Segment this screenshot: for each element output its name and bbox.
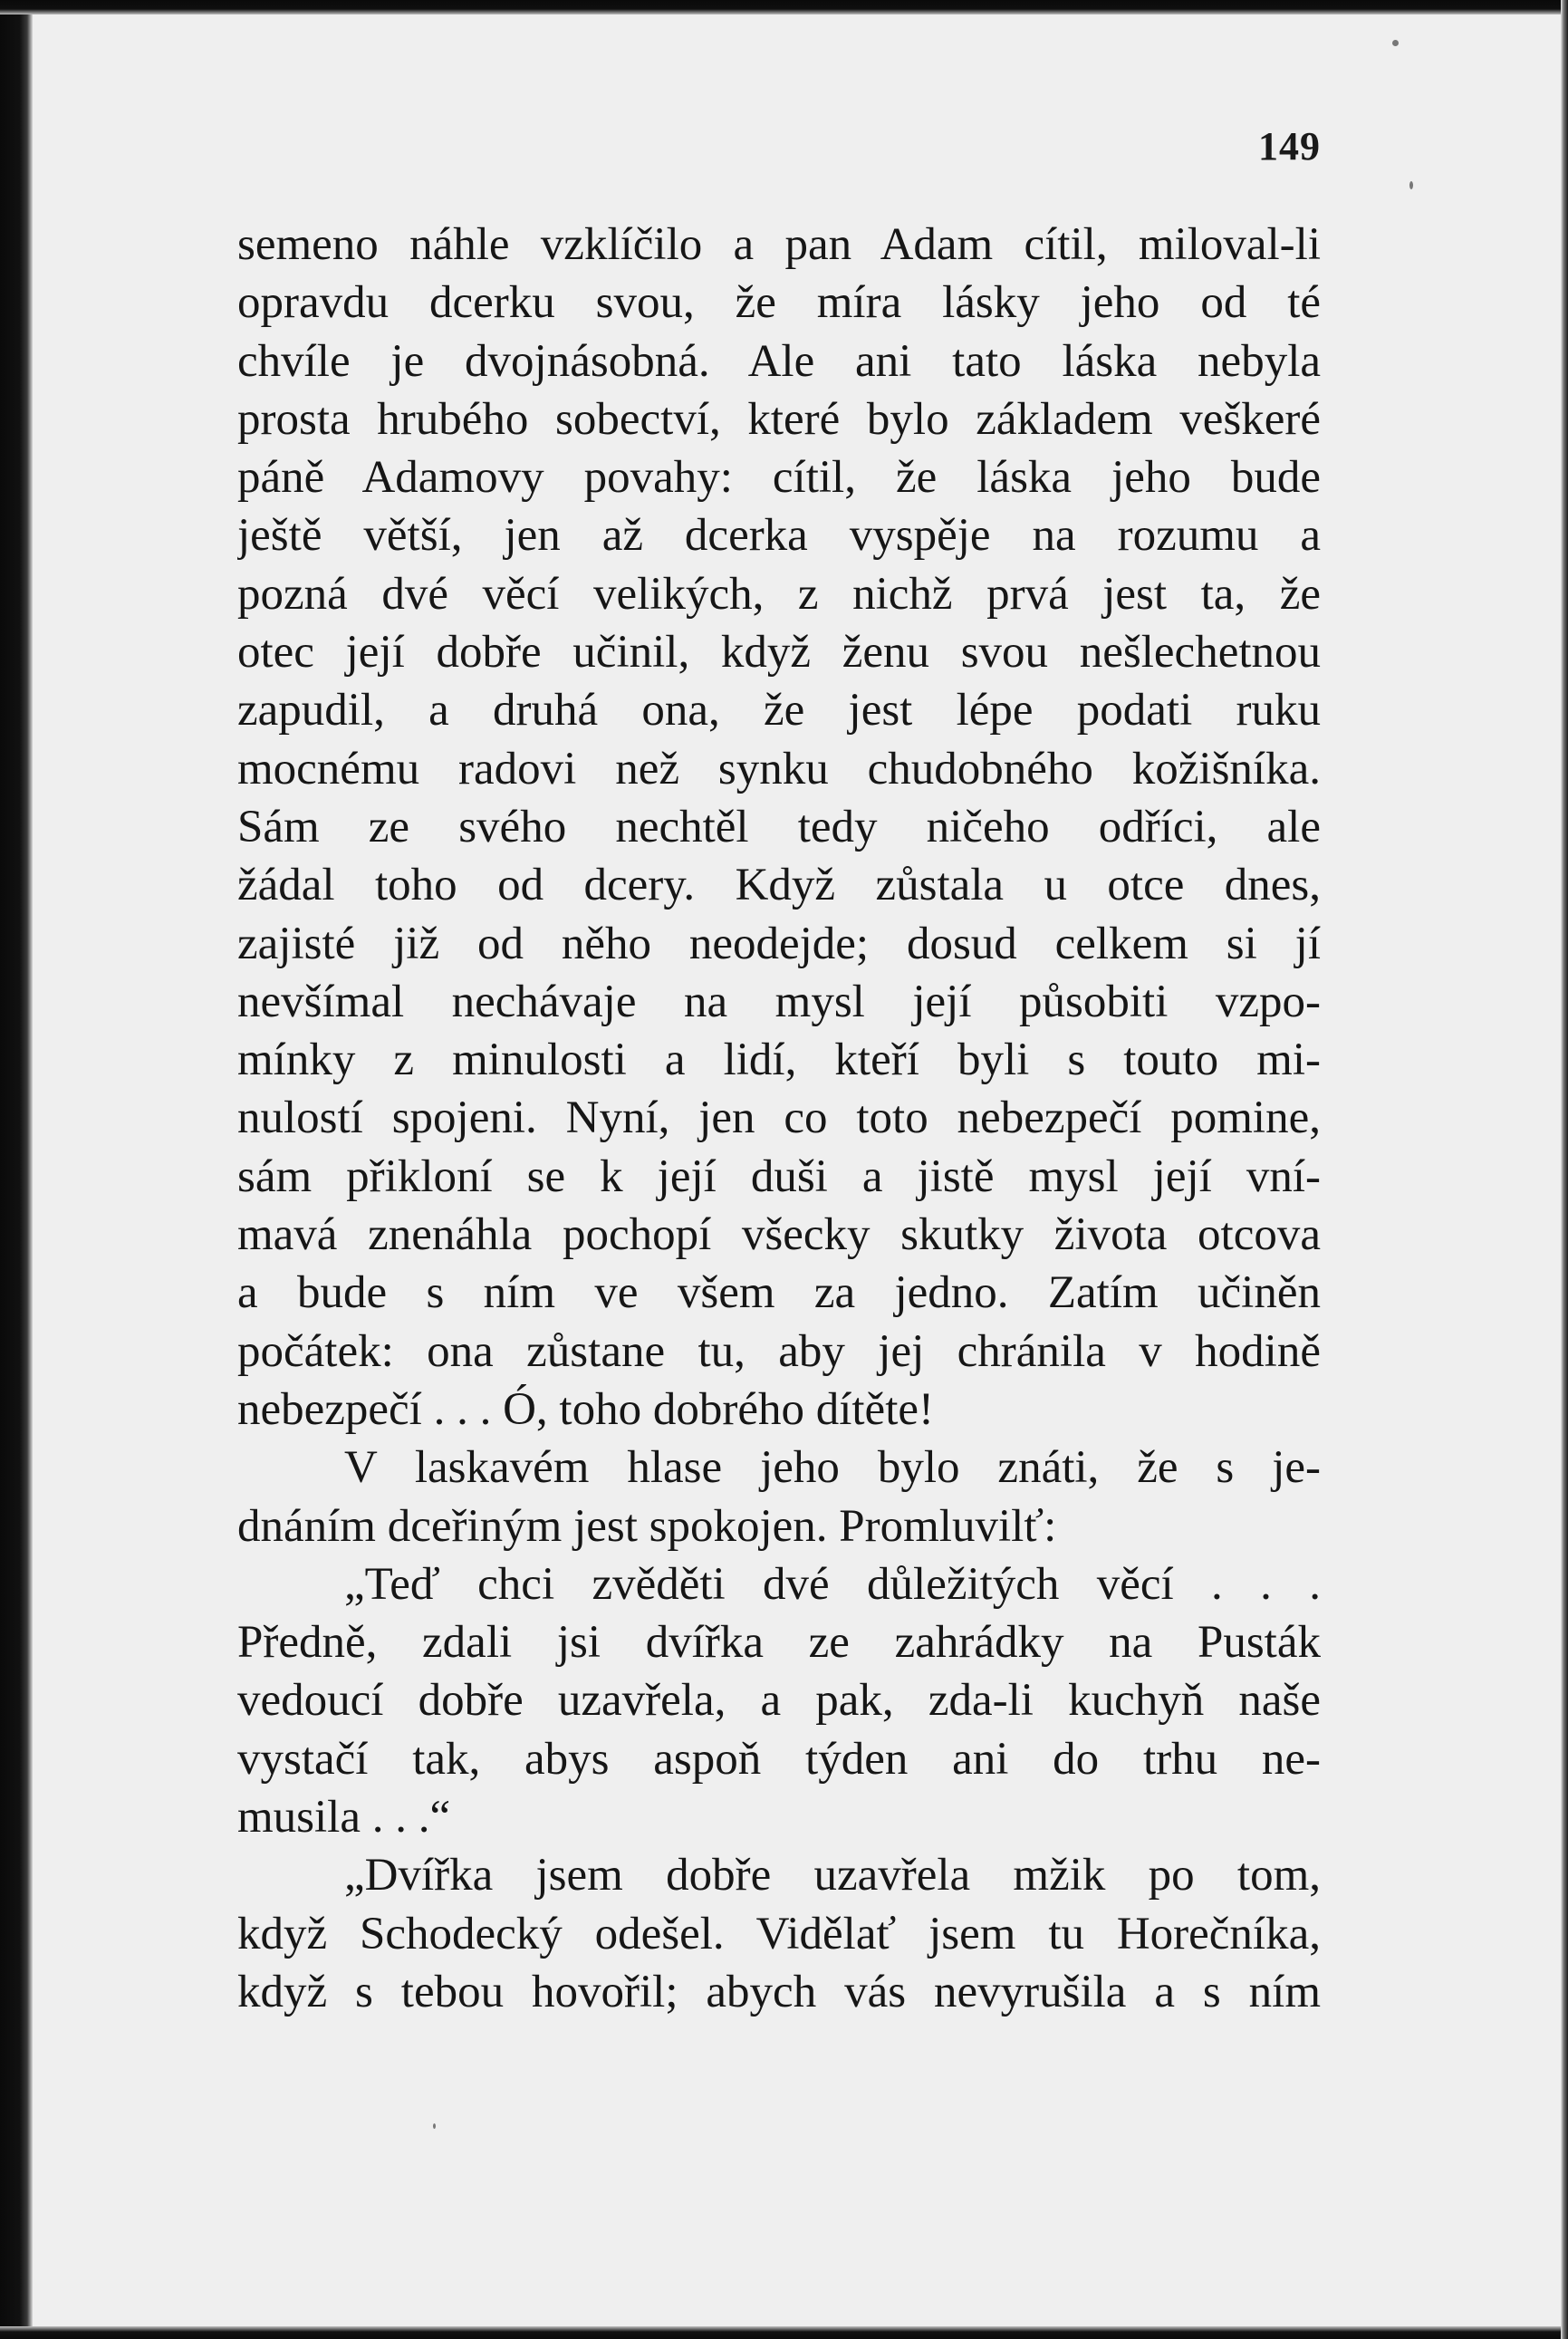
text-line: musila . . .“	[237, 1792, 451, 1843]
body-text	[237, 216, 1321, 2021]
scan-border-left	[0, 0, 33, 2339]
paper-speck	[433, 2123, 436, 2129]
text-line: počátek: ona zůstane tu, aby jej chránila v hodině	[237, 1325, 1321, 1377]
text-line: semeno náhle vzklíčilo a pan Adam cítil, miloval-li	[237, 219, 1321, 270]
scan-border-top	[0, 0, 1568, 14]
text-line: vystačí tak, abys aspoň týden ani do trhu ne-	[237, 1733, 1321, 1785]
text-line: chvíle je dvojnásobná. Ale ani tato láska nebyla	[237, 335, 1321, 387]
text-line: nevšímal nechávaje na mysl její působiti vzpo-	[237, 976, 1321, 1027]
paper-speck	[1409, 181, 1413, 189]
text-line: mocnému radovi než synku chudobného kožišníka.	[237, 743, 1321, 794]
text-line: Sám ze svého nechtěl tedy ničeho odříci, ale	[237, 801, 1321, 852]
text-line: vedoucí dobře uzavřela, a pak, zda-li kuchyň naše	[237, 1675, 1321, 1727]
text-line: „Dvířka jsem dobře uzavřela mžik po tom,	[344, 1850, 1321, 1901]
text-line: dnáním dceřiným jest spokojen. Promluvilť:	[237, 1500, 1057, 1552]
text-line: prosta hrubého sobectví, které bylo základem veškeré	[237, 393, 1321, 445]
text-line: a bude s ním ve všem za jedno. Zatím učiněn	[237, 1267, 1321, 1319]
text-line: žádal toho od dcery. Když zůstala u otce dnes,	[237, 860, 1321, 911]
text-line: zapudil, a druhá ona, že jest lépe podati ruku	[237, 685, 1321, 736]
text-line: nulostí spojeni. Nyní, jen co toto nebezpečí pomine,	[237, 1092, 1321, 1144]
text-line: když s tebou hovořil; abych vás nevyrušila a s ním	[237, 1966, 1321, 2017]
paper-speck	[1392, 40, 1399, 46]
scan-border-right	[1561, 0, 1568, 2339]
text-line: mavá znenáhla pochopí všecky skutky života otcova	[237, 1209, 1321, 1261]
text-line: nebezpečí . . . Ó, toho dobrého dítěte!	[237, 1383, 934, 1435]
text-line: „Teď chci zvěděti dvé důležitých věcí . . .	[344, 1558, 1321, 1610]
text-line: otec její dobře učinil, když ženu svou nešlechetnou	[237, 627, 1321, 679]
text-line: mínky z minulosti a lidí, kteří byli s touto mi-	[237, 1035, 1321, 1086]
text-line: sám přikloní se k její duši a jistě mysl její vní-	[237, 1150, 1321, 1202]
text-line: pozná dvé věcí velikých, z nichž prvá jest ta, že	[237, 568, 1321, 620]
text-line: opravdu dcerku svou, že míra lásky jeho od té	[237, 277, 1321, 329]
text-line: V laskavém hlase jeho bylo znáti, že s je-	[344, 1442, 1321, 1494]
text-line: páně Adamovy povahy: cítil, že láska jeho bude	[237, 452, 1321, 504]
page-number: 149	[1258, 124, 1321, 168]
text-line: když Schodecký odešel. Vidělať jsem tu Horečníka,	[237, 1908, 1321, 1959]
text-line: ještě větší, jen až dcerka vyspěje na rozumu a	[237, 510, 1321, 562]
scan-border-bottom	[0, 2326, 1568, 2339]
text-line: Předně, zdali jsi dvířka ze zahrádky na Pusták	[237, 1617, 1321, 1669]
text-line: zajisté již od něho neodejde; dosud celkem si jí	[237, 918, 1321, 969]
